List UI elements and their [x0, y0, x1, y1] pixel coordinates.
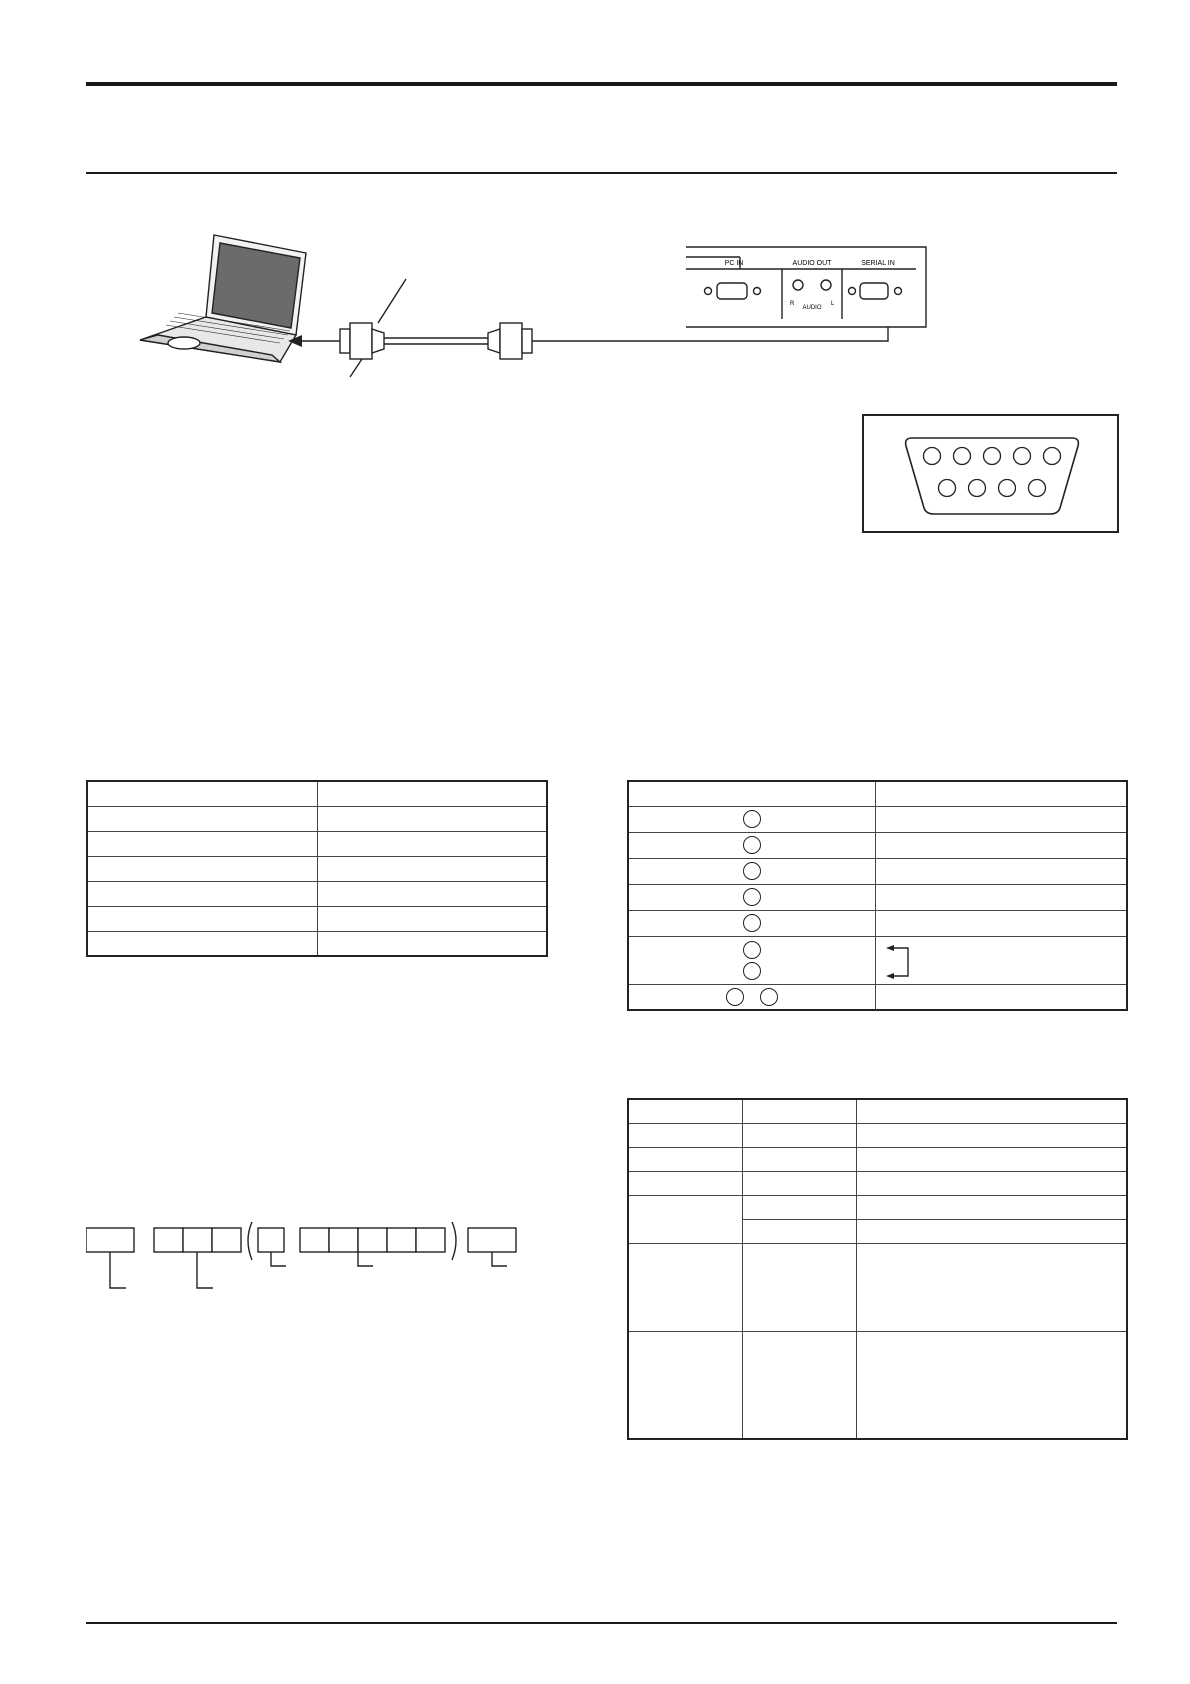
pin-layout-box: [862, 414, 1119, 533]
table-cell: [317, 906, 547, 931]
parameter-table: [86, 780, 548, 957]
table-cell: [742, 1099, 856, 1123]
d-sub-9pin-face: [900, 430, 1084, 520]
pin-marker: [760, 988, 778, 1006]
panel-label-audio-out: AUDIO OUT: [792, 260, 832, 267]
pin-marker: [726, 988, 744, 1006]
table-cell: [875, 936, 1127, 984]
table-cell: [856, 1219, 1127, 1243]
display-rear-panel: [686, 247, 926, 327]
pin-marker: [743, 862, 761, 880]
pin-number-cell: [628, 984, 875, 1010]
table-cell: [628, 1123, 742, 1147]
table-cell: [875, 781, 1127, 806]
pin-number-cell: [628, 936, 875, 984]
table-cell: [856, 1171, 1127, 1195]
header-top-rule: [86, 82, 1117, 86]
pin-marker: [743, 836, 761, 854]
table-cell: [742, 1171, 856, 1195]
panel-label-audio: AUDIO: [802, 305, 822, 311]
table-cell: [856, 1331, 1127, 1439]
panel-label-pc-in: PC IN: [724, 260, 744, 267]
shorted-pins-arrow: [886, 945, 916, 979]
table-cell: [875, 884, 1127, 910]
panel-label-l: L: [831, 301, 835, 307]
table-cell: [87, 856, 317, 881]
table-cell: [628, 1331, 742, 1439]
table-cell: [628, 1147, 742, 1171]
table-cell: [87, 806, 317, 831]
arrow-to-laptop: [288, 335, 340, 347]
table-cell: [856, 1147, 1127, 1171]
table-cell: [87, 931, 317, 956]
table-cell: [628, 1099, 742, 1123]
table-cell: [742, 1331, 856, 1439]
pin-number-cell: [628, 910, 875, 936]
table-cell: [856, 1243, 1127, 1331]
table-cell: [317, 781, 547, 806]
table-cell: [317, 806, 547, 831]
d-sub-connector-right: [488, 323, 532, 359]
table-cell: [856, 1099, 1127, 1123]
pin-marker: [743, 914, 761, 932]
laptop-illustration: [140, 235, 306, 362]
pin-assignment-table: [627, 780, 1128, 1011]
table-cell: [87, 881, 317, 906]
table-cell: [875, 832, 1127, 858]
table-cell: [87, 781, 317, 806]
table-cell: [875, 858, 1127, 884]
table-cell: [628, 781, 875, 806]
d-sub-connector-left: [340, 323, 384, 359]
pin-marker: [743, 810, 761, 828]
table-cell: [856, 1195, 1127, 1219]
table-cell: [628, 1171, 742, 1195]
panel-label-serial-in: SERIAL IN: [861, 260, 895, 267]
table-cell: [875, 984, 1127, 1010]
pin-marker: [743, 941, 761, 959]
table-cell: [742, 1195, 856, 1219]
table-cell: [628, 1195, 742, 1243]
table-cell: [856, 1123, 1127, 1147]
table-cell: [87, 906, 317, 931]
command-table: [627, 1098, 1128, 1440]
table-cell: [628, 1243, 742, 1331]
pin-number-cell: [628, 806, 875, 832]
pin-number-cell: [628, 858, 875, 884]
pin-number-cell: [628, 832, 875, 858]
table-cell: [317, 856, 547, 881]
table-cell: [875, 806, 1127, 832]
pin-marker: [743, 962, 761, 980]
table-cell: [742, 1243, 856, 1331]
panel-label-r: R: [790, 301, 795, 307]
table-cell: [317, 881, 547, 906]
header-bottom-rule: [86, 172, 1117, 174]
footer-rule: [86, 1622, 1117, 1624]
table-cell: [87, 831, 317, 856]
table-cell: [317, 931, 547, 956]
table-cell: [742, 1147, 856, 1171]
connection-diagram: [130, 225, 930, 385]
pin-marker: [743, 888, 761, 906]
command-format-diagram: [86, 1222, 586, 1302]
table-cell: [742, 1123, 856, 1147]
table-cell: [875, 910, 1127, 936]
table-cell: [317, 831, 547, 856]
pin-number-cell: [628, 884, 875, 910]
table-cell: [742, 1219, 856, 1243]
